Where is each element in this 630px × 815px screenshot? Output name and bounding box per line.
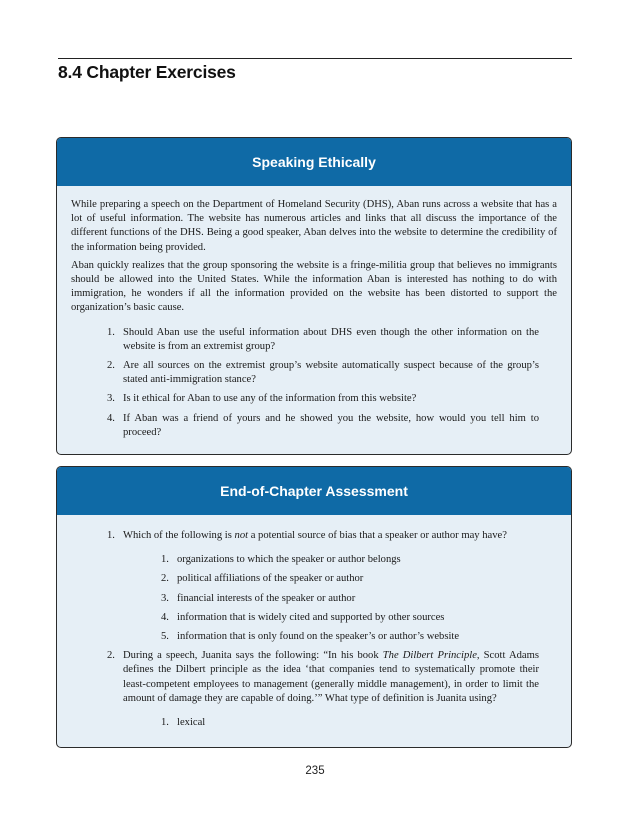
answer-option: 4. information that is widely cited and supported by other sources [161,611,445,623]
answer-option: 1. organizations to which the speaker or author belongs [161,554,401,566]
answer-option: 5. information that is only found on the speaker’s or author’s website [161,631,460,643]
speaking-ethically-box [56,137,572,455]
assessment-question: 2. During a speech, Juanita says the following: “In his book The Dilbert Principle, Scott Adams defines the Dilbert principle as the idea ‘that companies tend to systematically promote their least-competent employees to management (generally middle management), in order to limit the amount of damage they are capable of doing.’” What type of definition is Juanita using? 1. lexical [71,649,557,730]
assessment-body [57,515,571,730]
ethics-paragraph: While preparing a speech on the Department of Homeland Security (DHS), Aban runs across a website that has a lot of useful information. The website has numerous articles and links that all discuss the importance of the different functions of the DHS. Being a good speaker, Aban delves into the website to determine the credibility of the information being provided. [71,199,557,253]
speaking-ethically-body [57,186,571,440]
ethics-question: 3. Is it ethical for Aban to use any of the information from this website? [107,393,417,405]
assessment-question: 1. Which of the following is not a potential source of bias that a speaker or author may have? 1. organizations to which the speaker or author belongs 2. political affiliations of the speaker or author 3. financial interests of the speaker or author 4. information that is widely cited and supported by other sources 5. information that is only found on the speaker’s or author’s website [71,529,557,644]
page-number: 235 [305,765,325,777]
ethics-question: 2. Are all sources on the extremist group’s website automatically suspect because of the group’s stated anti-immigration stance? [107,360,539,386]
header-rule [58,58,572,59]
assessment-options [71,553,539,644]
ethics-question: 1. Should Aban use the useful information about DHS even though the other information on the website is from an extremist group? [107,326,539,352]
answer-option: 2. political affiliations of the speaker or author [161,573,364,585]
speaking-ethically-heading: Speaking Ethically [57,138,571,186]
section-title: 8.4 Chapter Exercises [58,62,236,82]
assessment-question-list [71,529,557,730]
ethics-paragraph: Aban quickly realizes that the group sponsoring the website is a fringe-militia group that believes no immigrants should be allowed into the United States. While the information Aban is interested has nothing to do with immigration, he wonders if all the information provided on the website has been distorted to support the organization’s basic cause. [71,259,557,314]
assessment-heading: End-of-Chapter Assessment [57,467,571,515]
answer-option: 3. financial interests of the speaker or author [161,592,356,604]
ethics-question: 4. If Aban was a friend of yours and he showed you the website, how would you tell him to proceed? [107,412,539,438]
assessment-options [71,716,539,730]
ethics-question-list [71,326,557,440]
answer-option: 1. lexical [161,717,206,729]
assessment-box [56,466,572,748]
